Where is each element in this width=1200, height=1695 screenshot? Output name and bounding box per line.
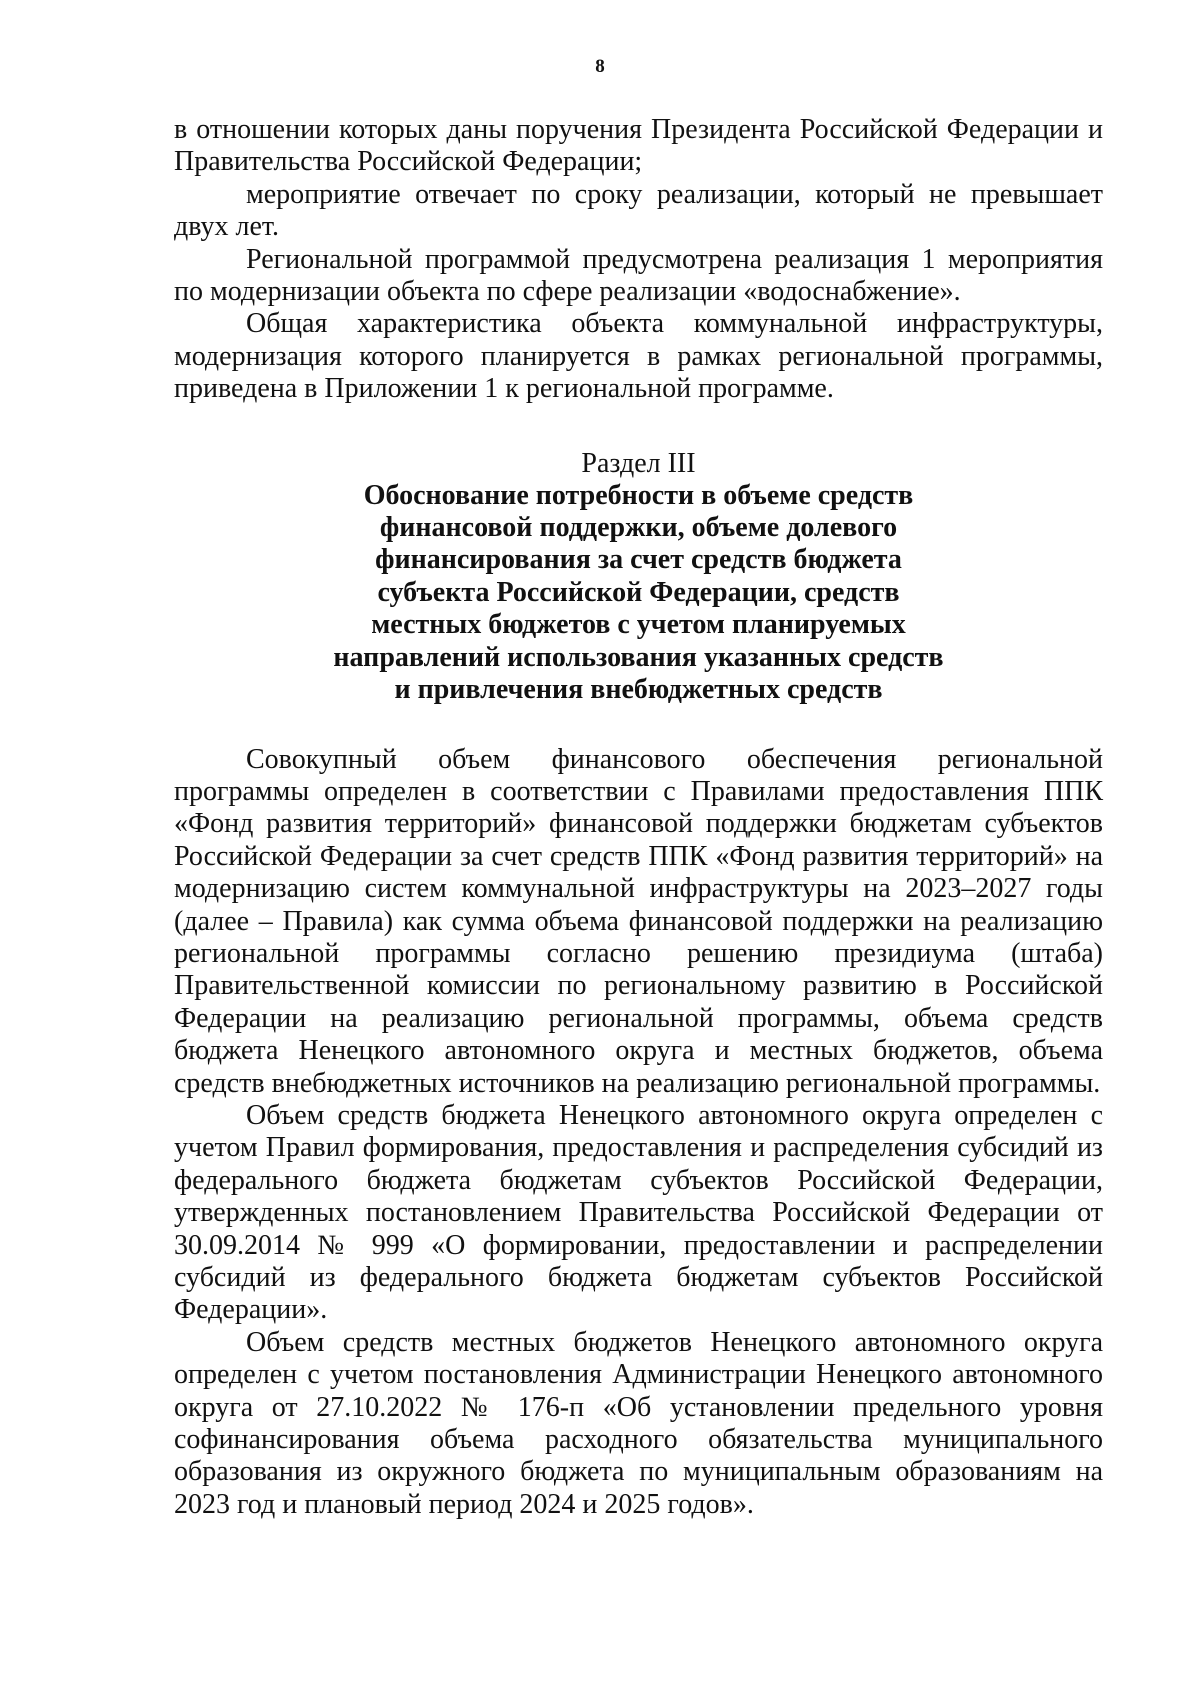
spacer bbox=[174, 707, 1103, 744]
intro-paragraph: Региональной программой предусмотрена реализация 1 мероприятия по модернизации объекта по сфере реализации «водоснабжение». bbox=[174, 243, 1103, 308]
page-number: 8 bbox=[595, 56, 605, 77]
body-paragraph: Объем средств бюджета Ненецкого автономного округа определен с учетом Правил формирования, предоставления и распределения субсидий из федерального бюджета бюджетам субъектов Российской Федерации, утвержденных постановлением Правительства Российской Федерации от 30.09.2014 № 999 «О формировании, предоставлении и распределении субсидий из федерального бюджета бюджетам субъектов Российской Федерации». bbox=[174, 1099, 1103, 1326]
section-label: Раздел III bbox=[581, 447, 696, 479]
section-title: Обоснование потребности в объеме средств финансовой поддержки, объеме долевого финансирования за счет средств бюджета субъекта Российской Федерации, средств местных бюджетов с учетом планируемых направлений использования указанных средств и привлечения внебюджетных средств bbox=[333, 479, 944, 706]
intro-paragraph: Общая характеристика объекта коммунальной инфраструктуры, модернизация которого планируется в рамках региональной программы, приведена в Приложении 1 к региональной программе. bbox=[174, 308, 1103, 405]
intro-paragraph-continuation: в отношении которых даны поручения Президента Российской Федерации и Правительства Российской Федерации; bbox=[174, 114, 1103, 178]
intro-paragraph: мероприятие отвечает по сроку реализации, который не превышает двух лет. bbox=[174, 178, 1103, 243]
body-paragraph: Объем средств местных бюджетов Ненецкого автономного округа определен с учетом постановления Администрации Ненецкого автономного округа от 27.10.2022 № 176-п «Об установлении предельного уровня софинансирования объема расходного обязательства муниципального образования из окружного бюджета по муниципальным образованиям на 2023 год и плановый период 2024 и 2025 годов». bbox=[174, 1326, 1103, 1520]
page-content bbox=[174, 114, 1103, 1521]
body-paragraph: Совокупный объем финансового обеспечения региональной программы определен в соответствии с Правилами предоставления ППК «Фонд развития территорий» финансовой поддержки бюджетам субъектов Российской Федерации за счет средств ППК «Фонд развития территорий» на модернизацию систем коммунальной инфраструктуры на 2023–2027 годы (далее – Правила) как сумма объема финансовой поддержки на реализацию региональной программы согласно решению президиума (штаба) Правительственной комиссии по региональному развитию в Российской Федерации на реализацию региональной программы, объема средств бюджета Ненецкого автономного округа и местных бюджетов, объема средств внебюджетных источников на реализацию региональной программы. bbox=[174, 743, 1103, 1099]
